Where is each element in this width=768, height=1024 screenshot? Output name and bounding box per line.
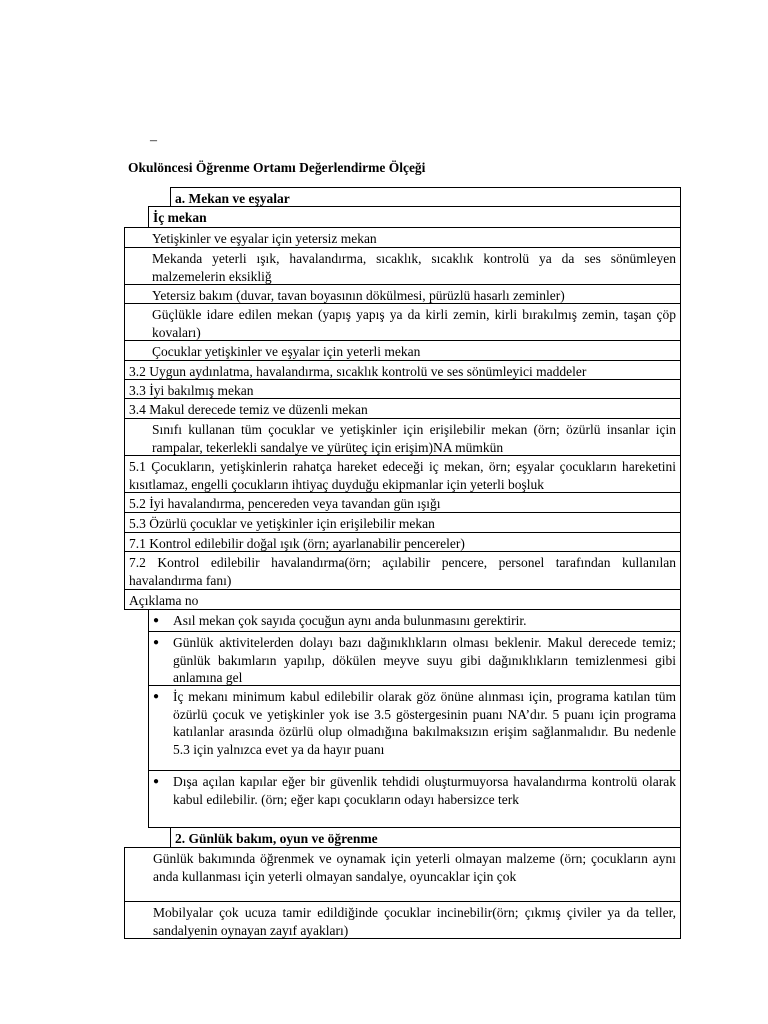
note-item xyxy=(148,770,681,828)
section-a-heading: a. Mekan ve eşyalar xyxy=(170,187,681,207)
table-row: 3.3 İyi bakılmış mekan xyxy=(124,379,681,399)
table-row: Güçlükle idare edilen mekan (yapış yapış ya da kirli zemin, kirli bırakılmış zemin, taşan çöp kovaları) xyxy=(124,303,681,341)
bullet-icon: ● xyxy=(153,637,160,648)
note-item xyxy=(148,685,681,771)
table-row: 3.2 Uygun aydınlatma, havalandırma, sıcaklık kontrolü ve ses sönümleyici maddeler xyxy=(124,360,681,380)
note-text: Dışa açılan kapılar eğer bir güvenlik tehdidi oluşturmuyorsa havalandırma kontrolü olarak kabul edilebilir. (örn; eğer kapı çocukların odayı habersizce terk xyxy=(173,774,676,807)
table-row: 5.3 Özürlü çocuklar ve yetişkinler için erişilebilir mekan xyxy=(124,512,681,533)
table-row: 7.1 Kontrol edilebilir doğal ışık (örn; ayarlanabilir pencereler) xyxy=(124,532,681,552)
bullet-icon: ● xyxy=(153,776,160,787)
table-row: 5.2 İyi havalandırma, pencereden veya tavandan gün ışığı xyxy=(124,492,681,513)
table-row: 5.1 Çocukların, yetişkinlerin rahatça hareket edeceği iç mekan, örn; eşyalar çocukların hareketini kısıtlamaz, engelli çocukların ihtiyaç duyduğu ekipmanlar için yeterli boşluk xyxy=(124,455,681,493)
table-row: 7.2 Kontrol edilebilir havalandırma(örn; açılabilir pencere, personel tarafından kullanılan havalandırma fanı) xyxy=(124,551,681,590)
section-a-subheading: İç mekan xyxy=(148,206,681,228)
document-title: Okulöncesi Öğrenme Ortamı Değerlendirme Ölçeği xyxy=(128,160,426,175)
row-text: Günlük bakımında öğrenmek ve oynamak için yeterli olmayan malzeme (örn; çocukların aynı anda kullanması için yeterli olmayan sandalye, oyuncaklar için çok xyxy=(153,851,676,884)
row-text: Mobilyalar çok ucuza tamir edildiğinde çocuklar incinebilir(örn; çıkmış çiviler ya da teller, sandalyenin oynayan zayıf ayakları) xyxy=(153,905,676,938)
note-item xyxy=(148,609,681,632)
note-item xyxy=(148,631,681,686)
table-row: Yetişkinler ve eşyalar için yetersiz mekan xyxy=(124,227,681,248)
table-row xyxy=(124,901,681,939)
section-2-heading: 2. Günlük bakım, oyun ve öğrenme xyxy=(170,827,681,848)
bullet-icon: ● xyxy=(153,615,160,626)
table-row: Sınıfı kullanan tüm çocuklar ve yetişkinler için erişilebilir mekan (örn; özürlü insanlar için rampalar, tekerlekli sandalye ve yürüteç için erişim)NA mümkün xyxy=(124,418,681,456)
table-row: Çocuklar yetişkinler ve eşyalar için yeterli mekan xyxy=(124,340,681,361)
note-text: Asıl mekan çok sayıda çocuğun aynı anda bulunmasını gerektirir. xyxy=(173,613,527,628)
bullet-icon: ● xyxy=(153,691,160,702)
table-row: Mekanda yeterli ışık, havalandırma, sıcaklık, sıcaklık kontrolü ya da ses sönümleyen malzemelerin eksikliğ xyxy=(124,247,681,285)
header-dash: – xyxy=(150,133,157,148)
table-row: 3.4 Makul derecede temiz ve düzenli mekan xyxy=(124,398,681,419)
note-text: Günlük aktivitelerden dolayı bazı dağınıklıkların olması beklenir. Makul derecede temiz; günlük bakımların yapılıp, dökülen meyve suyu gibi dağınıklıkların temizlenmesi gibi anlamına gel xyxy=(173,635,676,685)
table-row: Açıklama no xyxy=(124,589,681,610)
table-row: Yetersiz bakım (duvar, tavan boyasının dökülmesi, pürüzlü hasarlı zeminler) xyxy=(124,284,681,304)
table-row xyxy=(124,847,681,902)
note-text: İç mekanı minimum kabul edilebilir olarak göz önüne alınması için, programa katılan tüm özürlü çocuk ve yetişkinler yok ise 3.5 göstergesinin puanı NA’dır. 5 puanı için programa katılanlar arasında özürlü olup olmadığına bakılmaksızın erişim sağlanmalıdır. Bu nedenle 5.3 için yalnızca evet ya da hayır puanı xyxy=(173,689,676,757)
